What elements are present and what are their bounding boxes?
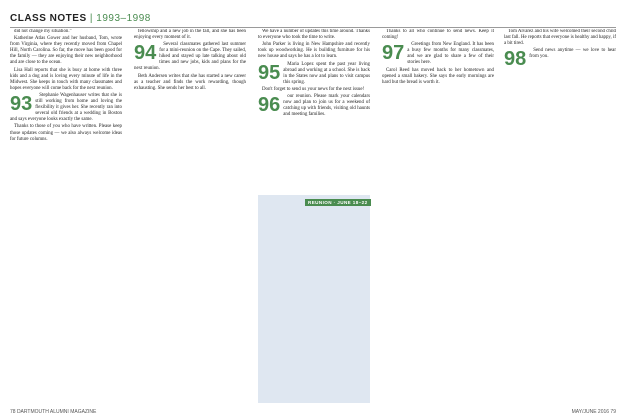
section-title xyxy=(10,13,151,24)
paragraph: Carol Reed has moved back to her hometown and opened a small bakery. She says the early mornings are hard but the bread is worth it. xyxy=(382,67,494,85)
text-column-2 xyxy=(134,29,246,403)
left-page-folio: 78 DARTMOUTH ALUMNI MAGAZINE xyxy=(10,409,97,415)
class-year-numeral: 94 xyxy=(134,42,157,65)
text-column-5 xyxy=(504,29,616,403)
class-year-numeral: 97 xyxy=(382,42,405,65)
paragraph: Beth Andersen writes that she has started a new career as a teacher and finds the work rewarding, though exhausting. She sends her best to all. xyxy=(134,73,246,91)
paragraph: fellowship and a new job in the fall, and she has been enjoying every moment of it. xyxy=(134,29,246,41)
right-page-folio: MAY/JUNE 2016 79 xyxy=(571,409,616,415)
paragraph: Don't forget to send us your news for the next issue! xyxy=(262,86,365,92)
class-year-numeral: 93 xyxy=(10,93,33,116)
reunion-banner: REUNION · JUNE 18–22 xyxy=(305,199,371,206)
section-title-text: CLASS NOTES xyxy=(10,13,87,24)
text-column-4 xyxy=(382,29,494,403)
paragraph: We have a number of updates this time around. Thanks to everyone who took the time to write. xyxy=(258,29,370,41)
paragraph: Several classmates gathered last summer for a mini-reunion on the Cape. They sailed, hiked and stayed up late talking about old times and new jobs, kids and plans for the next reunion. xyxy=(134,42,246,72)
page-footer xyxy=(10,409,616,417)
class-year-numeral: 96 xyxy=(258,94,281,117)
class-year-numeral: 95 xyxy=(258,61,281,84)
paragraph: Tom Alvarez and his wife welcomed their second child last fall. He reports that everyone is healthy and happy, if a bit tired. xyxy=(504,29,616,47)
paragraph: John Parker is living in New Hampshire and recently took up woodworking. He is building furniture for his new house and says he has a lot to learn. xyxy=(258,42,370,60)
paragraph: Greetings from New England. It has been a busy few months for many classmates, and we are glad to share a few of their stories here. xyxy=(407,42,494,66)
paragraph: Thanks to those of you who have written. Please keep those updates coming — we also always welcome ideas for future columns. xyxy=(10,124,122,142)
text-column-1 xyxy=(10,29,122,403)
paragraph: Send news anytime — we love to hear from you. xyxy=(529,48,616,60)
section-years: | 1993–1998 xyxy=(89,13,151,24)
paragraph: Stephanie Wagenhauser writes that she is still working from home and loving the flexibility it gives her. She recently ran into several old friends at a wedding in Boston and says everyone looks exactly the same. xyxy=(10,93,122,123)
text-column-3 xyxy=(258,29,370,403)
paragraph: Katherine Atlas Gower and her husband, Tom, wrote from Virginia, where they recently moved from Chapel Hill, North Carolina. So far, the move has been good for the family — they are enjoying their new neighborhood and are close to the ocean. xyxy=(10,36,122,66)
paragraph: did not change my situation.” xyxy=(14,29,72,34)
paragraph: Thanks to all who continue to send news. Keep it coming! xyxy=(382,29,494,41)
paragraph: Maria Lopez spent the past year living abroad and working at a school. She is back in the States now and plans to visit campus this spring. xyxy=(283,61,370,85)
paragraph: Lisa Hall reports that she is busy at home with three kids and a dog and is loving every minute of life in the Midwest. She keeps in touch with many classmates and hopes everyone will come back for the next reunion. xyxy=(10,67,122,91)
running-header xyxy=(10,13,616,28)
class-year-numeral: 98 xyxy=(504,48,527,71)
paragraph: our reunion. Please mark your calendars now and plan to join us for a weekend of catching up with friends, visiting old haunts and meeting families. xyxy=(283,94,370,118)
